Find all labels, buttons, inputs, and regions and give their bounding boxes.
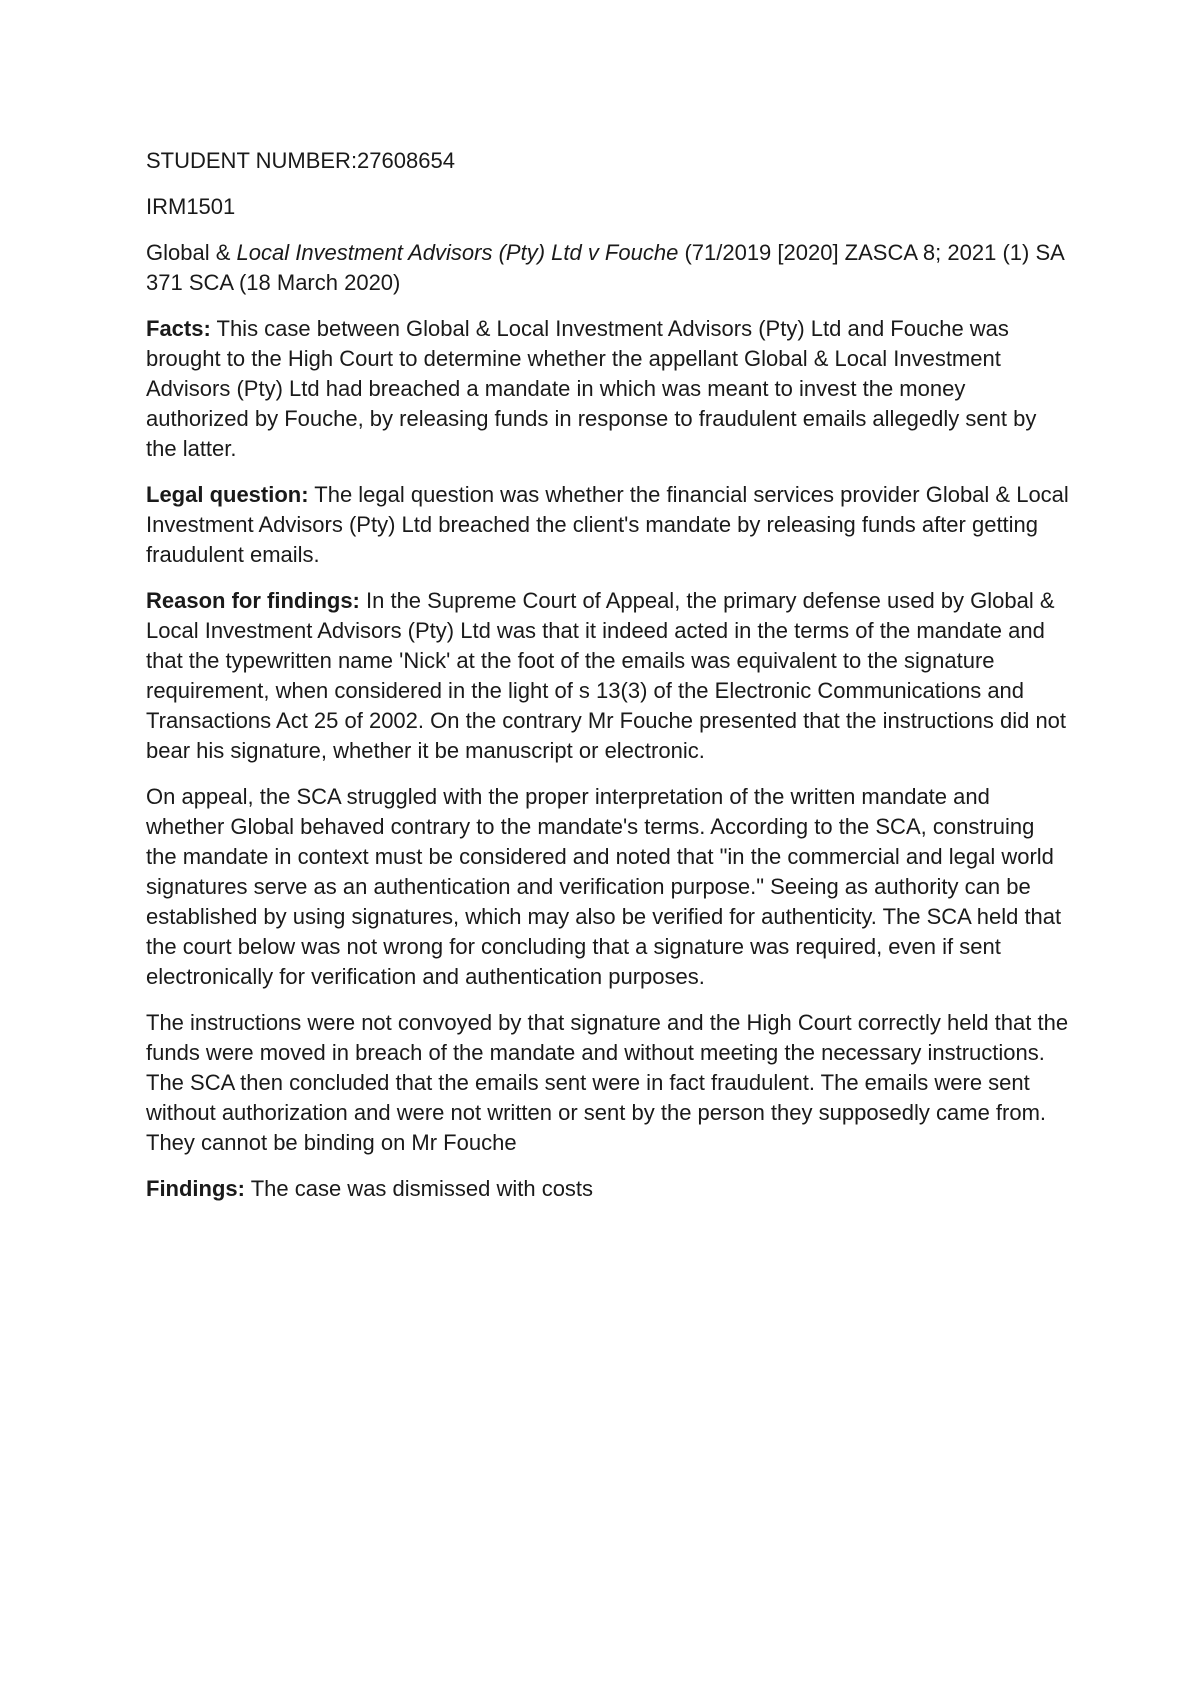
reason-for-findings-label: Reason for findings: — [146, 588, 360, 613]
legal-question-paragraph — [146, 480, 1070, 570]
appeal-paragraph: On appeal, the SCA struggled with the proper interpretation of the written mandate and whether Global behaved contrary to the mandate's terms. According to the SCA, construing the mandate in context must be considered and noted that "in the commercial and legal world signatures serve as an authentication and verification purpose." Seeing as authority can be established by using signatures, which may also be verified for authenticity. The SCA held that the court below was not wrong for concluding that a signature was required, even if sent electronically for verification and authentication purposes. — [146, 784, 1062, 989]
citation-case-name: Local Investment Advisors (Pty) Ltd v Fouche — [236, 240, 679, 265]
findings-text: The case was dismissed with costs — [244, 1176, 594, 1201]
case-citation — [146, 238, 1070, 298]
citation-suffix: (71/2019 [2020] ZASCA 8; 2021 (1) SA 371 SCA (18 March 2020) — [146, 240, 1064, 295]
findings-label: Findings: — [146, 1176, 245, 1201]
citation-prefix: Global & — [146, 240, 237, 265]
student-number: STUDENT NUMBER:27608654 — [146, 148, 455, 173]
facts-paragraph — [146, 314, 1070, 464]
legal-question-text: The legal question was whether the financial services provider Global & Local Investment Advisors (Pty) Ltd breached the client's mandate by releasing funds after getting fraudulent emails. — [146, 482, 1069, 567]
facts-label: Facts: — [146, 316, 211, 341]
facts-text: This case between Global & Local Investment Advisors (Pty) Ltd and Fouche was brought to the High Court to determine whether the appellant Global & Local Investment Advisors (Pty) Ltd had breached a mandate in which was meant to invest the money authorized by Fouche, by releasing funds in response to fraudulent emails allegedly sent by the latter. — [146, 316, 1037, 461]
reason-for-findings-text: In the Supreme Court of Appeal, the primary defense used by Global & Local Investment Advisors (Pty) Ltd was that it indeed acted in the terms of the mandate and that the typewritten name 'Nick' at the foot of the emails was equivalent to the signature requirement, when considered in the light of s 13(3) of the Electronic Communications and Transactions Act 25 of 2002. On the contrary Mr Fouche presented that the instructions did not bear his signature, whether it be manuscript or electronic. — [146, 588, 1067, 763]
findings-paragraph — [146, 1174, 1070, 1204]
module-code: IRM1501 — [146, 194, 236, 219]
legal-question-label: Legal question: — [146, 482, 309, 507]
reason-for-findings-paragraph — [146, 586, 1070, 766]
instructions-paragraph: The instructions were not convoyed by that signature and the High Court correctly held that the funds were moved in breach of the mandate and without meeting the necessary instructions. The SCA then concluded that the emails sent were in fact fraudulent. The emails were sent without authorization and were not written or sent by the person they supposedly came from. They cannot be binding on Mr Fouche — [146, 1010, 1069, 1155]
